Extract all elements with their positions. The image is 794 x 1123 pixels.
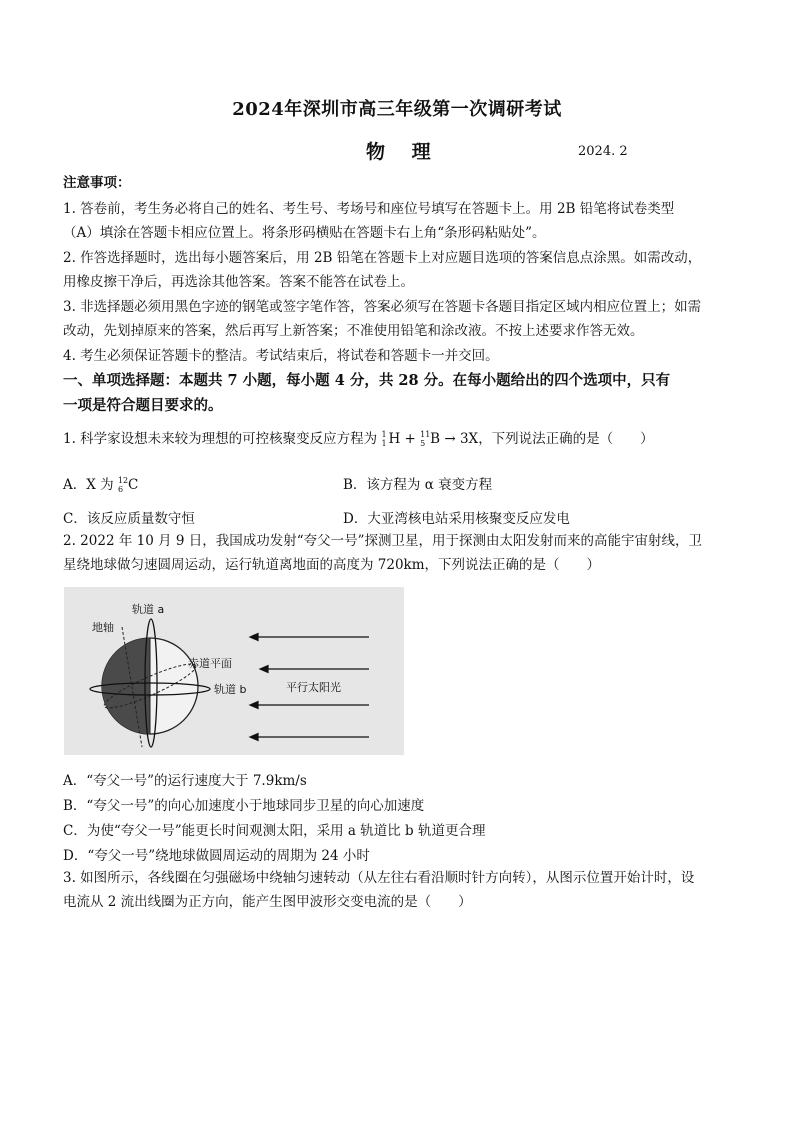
notice-line: 用橡皮擦干净后，再选涂其他答案。答案不能答在试卷上。: [63, 274, 414, 290]
q2-option-d: D．“夸父一号”绕地球做圆周运动的周期为 24 小时: [63, 848, 370, 864]
q1-stem: 1. 科学家设想未来较为理想的可控核聚变反应方程为 1 1 H + 11 5 B → 3X，下列说法正确的是（ ）: [63, 429, 654, 448]
q3-stem-line2: 电流从 2 流出线圈为正方向，能产生图甲波形交变电流的是（ ）: [63, 894, 472, 910]
h-mass-charge: 1 1: [381, 429, 387, 448]
notice-heading: 注意事项：: [63, 175, 131, 191]
section-heading: 一、单项选择题：本题共 7 小题，每小题 4 分，共 28 分。在每小题给出的四个选项中，只有: [63, 372, 671, 389]
b-mass-charge: 11 5: [420, 429, 431, 448]
q1-option-c: C．该反应质量数守恒: [63, 511, 195, 527]
q1-option-d: D．大亚湾核电站采用核聚变反应发电: [343, 511, 570, 527]
c-mass-charge: 12 6: [117, 475, 129, 494]
notice-line: 4. 考生必须保证答题卡的整洁。考试结束后，将试卷和答题卡一并交回。: [63, 348, 499, 364]
q2-stem-line2: 星绕地球做匀速圆周运动，运行轨道离地面的高度为 720km，下列说法正确的是（ ）: [63, 557, 601, 573]
section-heading-cont: 一项是符合题目要求的。: [63, 397, 223, 414]
exam-title: 2024年深圳市高三年级第一次调研考试: [232, 99, 562, 120]
notice-line: 改动，先划掉原来的答案，然后再写上新答案；不准使用铅笔和涂改液。不按上述要求作答无效。: [63, 323, 644, 339]
label-orbit-b: 轨道 b: [214, 683, 247, 696]
orbit-figure: [64, 587, 404, 755]
label-sunlight: 平行太阳光: [286, 681, 341, 694]
subject-title: 物 理: [366, 141, 441, 163]
notice-line: 3. 非选择题必须用黑色字迹的钢笔或签字笔作答，答案必须写在答题卡各题目指定区域内相应位置上；如需: [63, 299, 702, 315]
label-axis: 地轴: [92, 621, 114, 634]
q3-stem-line1: 3. 如图所示，各线圈在匀强磁场中绕轴匀速转动（从左往右看沿顺时针方向转），从图示位置开始计时，设: [63, 870, 695, 886]
q2-stem-line1: 2. 2022 年 10 月 9 日，我国成功发射“夸父一号”探测卫星，用于探测由太阳发射而来的高能宇宙射线，卫: [63, 533, 703, 549]
notice-line: （A）填涂在答题卡相应位置上。将条形码横贴在答题卡右上角“条形码粘贴处”。: [63, 225, 546, 241]
orbit-diagram: [64, 587, 404, 755]
label-orbit-a: 轨道 a: [132, 603, 165, 616]
notice-line: 1. 答卷前，考生务必将自己的姓名、考生号、考场号和座位号填写在答题卡上。用 2B 铅笔将试卷类型: [63, 201, 675, 217]
q2-option-a: A．“夸父一号”的运行速度大于 7.9km/s: [63, 773, 307, 789]
q1-option-a: A．X 为 12 6 C: [63, 475, 139, 494]
notice-line: 2. 作答选择题时，选出每小题答案后，用 2B 铅笔在答题卡上对应题目选项的答案信息点涂黑。如需改动，: [63, 250, 702, 266]
exam-date: 2024. 2: [578, 144, 628, 159]
label-equator: 赤道平面: [188, 657, 232, 670]
q2-option-b: B．“夸父一号”的向心加速度小于地球同步卫星的向心加速度: [63, 798, 425, 814]
q2-option-c: C．为使“夸父一号”能更长时间观测太阳，采用 a 轨道比 b 轨道更合理: [63, 823, 486, 839]
q1-option-b: B．该方程为 α 衰变方程: [343, 477, 493, 493]
